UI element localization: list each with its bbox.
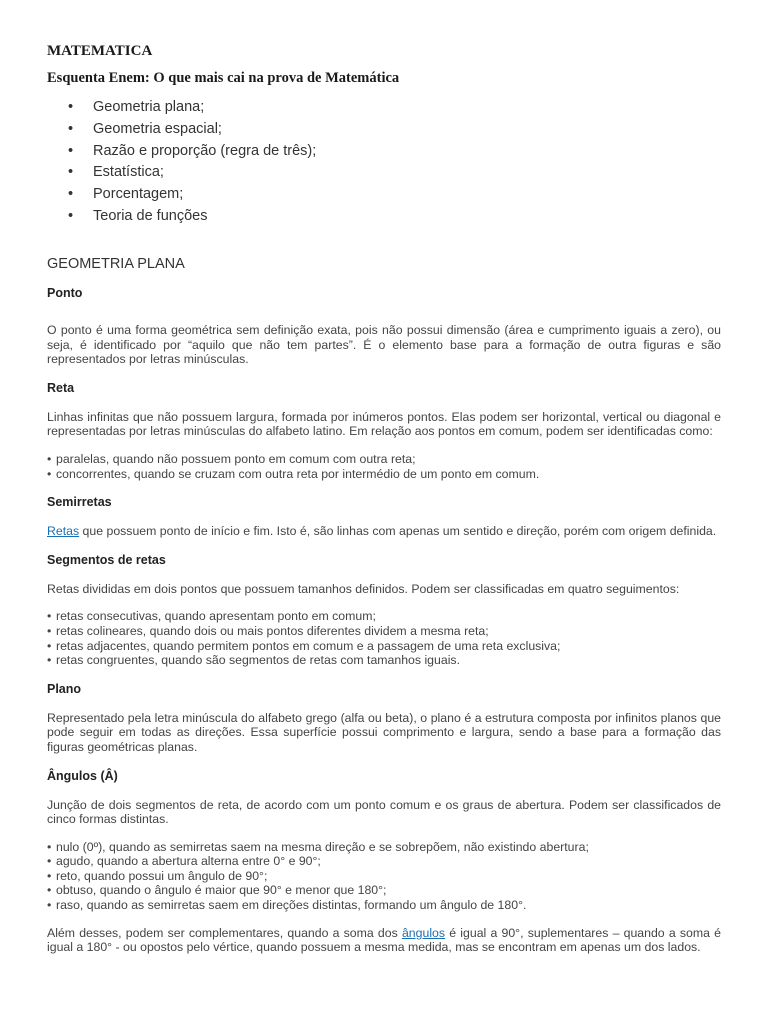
- list-item: • Porcentagem;: [47, 184, 316, 206]
- list-item: • retas consecutivas, quando apresentam ponto em comum;: [47, 609, 721, 624]
- segmentos-list: [47, 609, 721, 667]
- paragraph-semirretas: Retas que possuem ponto de início e fim. Isto é, são linhas com apenas um sentido e direção, porém com origem definida.: [47, 524, 717, 539]
- bullet-icon: •: [68, 99, 74, 115]
- bullet-icon: •: [68, 120, 74, 137]
- paragraph-segmentos: Retas divididas em dois pontos que possuem tamanhos definidos. Podem ser classificadas em quatro seguimentos:: [47, 581, 680, 596]
- list-item: • raso, quando as semirretas saem em direções distintas, formando um ângulo de 180°.: [47, 898, 721, 913]
- bullet-icon: •: [68, 207, 74, 224]
- document-subtitle: Esquenta Enem: O que mais cai na prova de Matemática: [47, 70, 400, 86]
- paragraph-angulos-closing: Além desses, podem ser complementares, quando a soma dos ângulos é igual a 90°, suplementares – quando a soma é igual a 180° - ou opostos pelo vértice, quando possuem a mesma medida, mas se encontram em apenas um dos lados.: [47, 925, 721, 955]
- list-item: • Razão e proporção (regra de três);: [47, 141, 316, 163]
- list-item: • concorrentes, quando se cruzam com outra reta por intermédio de um ponto em comum.: [47, 467, 721, 482]
- document-title: MATEMATICA: [47, 43, 153, 59]
- bullet-icon: •: [68, 142, 74, 159]
- list-item: • obtuso, quando o ângulo é maior que 90° e menor que 180°;: [47, 883, 721, 898]
- heading-ponto: Ponto: [47, 286, 83, 300]
- paragraph-ponto: O ponto é uma forma geométrica sem definição exata, pois não possui dimensão (área e cumprimento iguais a zero), ou seja, é identificado por “aquilo que não tem partes”. É o elemento base para a formação de outra figuras e são representados por letras minúsculas.: [47, 323, 721, 367]
- heading-segmentos: Segmentos de retas: [47, 552, 166, 567]
- list-item: • reto, quando possui um ângulo de 90°;: [47, 869, 721, 884]
- angulos-link[interactable]: ângulos: [401, 925, 446, 940]
- list-item: • Estatística;: [47, 162, 316, 184]
- list-item: • retas adjacentes, quando permitem pontos em comum e a passagem de uma reta exclusiva;: [47, 639, 721, 654]
- section-title: GEOMETRIA PLANA: [47, 256, 185, 272]
- list-item: • Geometria espacial;: [47, 119, 316, 141]
- retas-link[interactable]: Retas: [47, 524, 80, 539]
- list-item: • agudo, quando a abertura alterna entre 0° e 90°;: [47, 854, 721, 869]
- list-item: • Geometria plana;: [47, 97, 316, 119]
- topic-list: [47, 97, 316, 228]
- list-item: • Teoria de funções: [47, 206, 316, 228]
- reta-list: [47, 452, 721, 481]
- heading-reta: Reta: [47, 380, 75, 395]
- list-item: • retas congruentes, quando são segmentos de retas com tamanhos iguais.: [47, 653, 721, 668]
- heading-plano: Plano: [47, 681, 82, 696]
- bullet-icon: •: [68, 186, 74, 203]
- paragraph-plano: Representado pela letra minúscula do alfabeto grego (alfa ou beta), o plano é a estrutura composta por infinitos planos que pode seguir em todas as direções. Essa superfície possui comprimento e largura, sendo a base para a formação das figuras geométricas planas.: [47, 710, 721, 754]
- angulos-list: [47, 840, 721, 913]
- bullet-icon: •: [68, 164, 74, 181]
- main-content: [47, 250, 721, 955]
- heading-angulos: Ângulos (Â): [47, 768, 118, 783]
- list-item: • retas colineares, quando dois ou mais pontos diferentes dividem a mesma reta;: [47, 624, 721, 639]
- list-item: • nulo (0º), quando as semirretas saem na mesma direção e se sobrepõem, não existindo abertura;: [47, 840, 721, 855]
- list-item: • paralelas, quando não possuem ponto em comum com outra reta;: [47, 452, 721, 467]
- heading-semirretas: Semirretas: [47, 495, 112, 510]
- paragraph-reta: Linhas infinitas que não possuem largura, formada por inúmeros pontos. Elas podem ser horizontal, vertical ou diagonal e representadas por letras minúsculas do alfabeto latino. Em relação aos pontos em comum, podem ser identificadas como:: [47, 409, 721, 439]
- paragraph-angulos: Junção de dois segmentos de reta, de acordo com um ponto comum e os graus de abertura. Podem ser classificados de cinco formas distintas.: [47, 797, 721, 827]
